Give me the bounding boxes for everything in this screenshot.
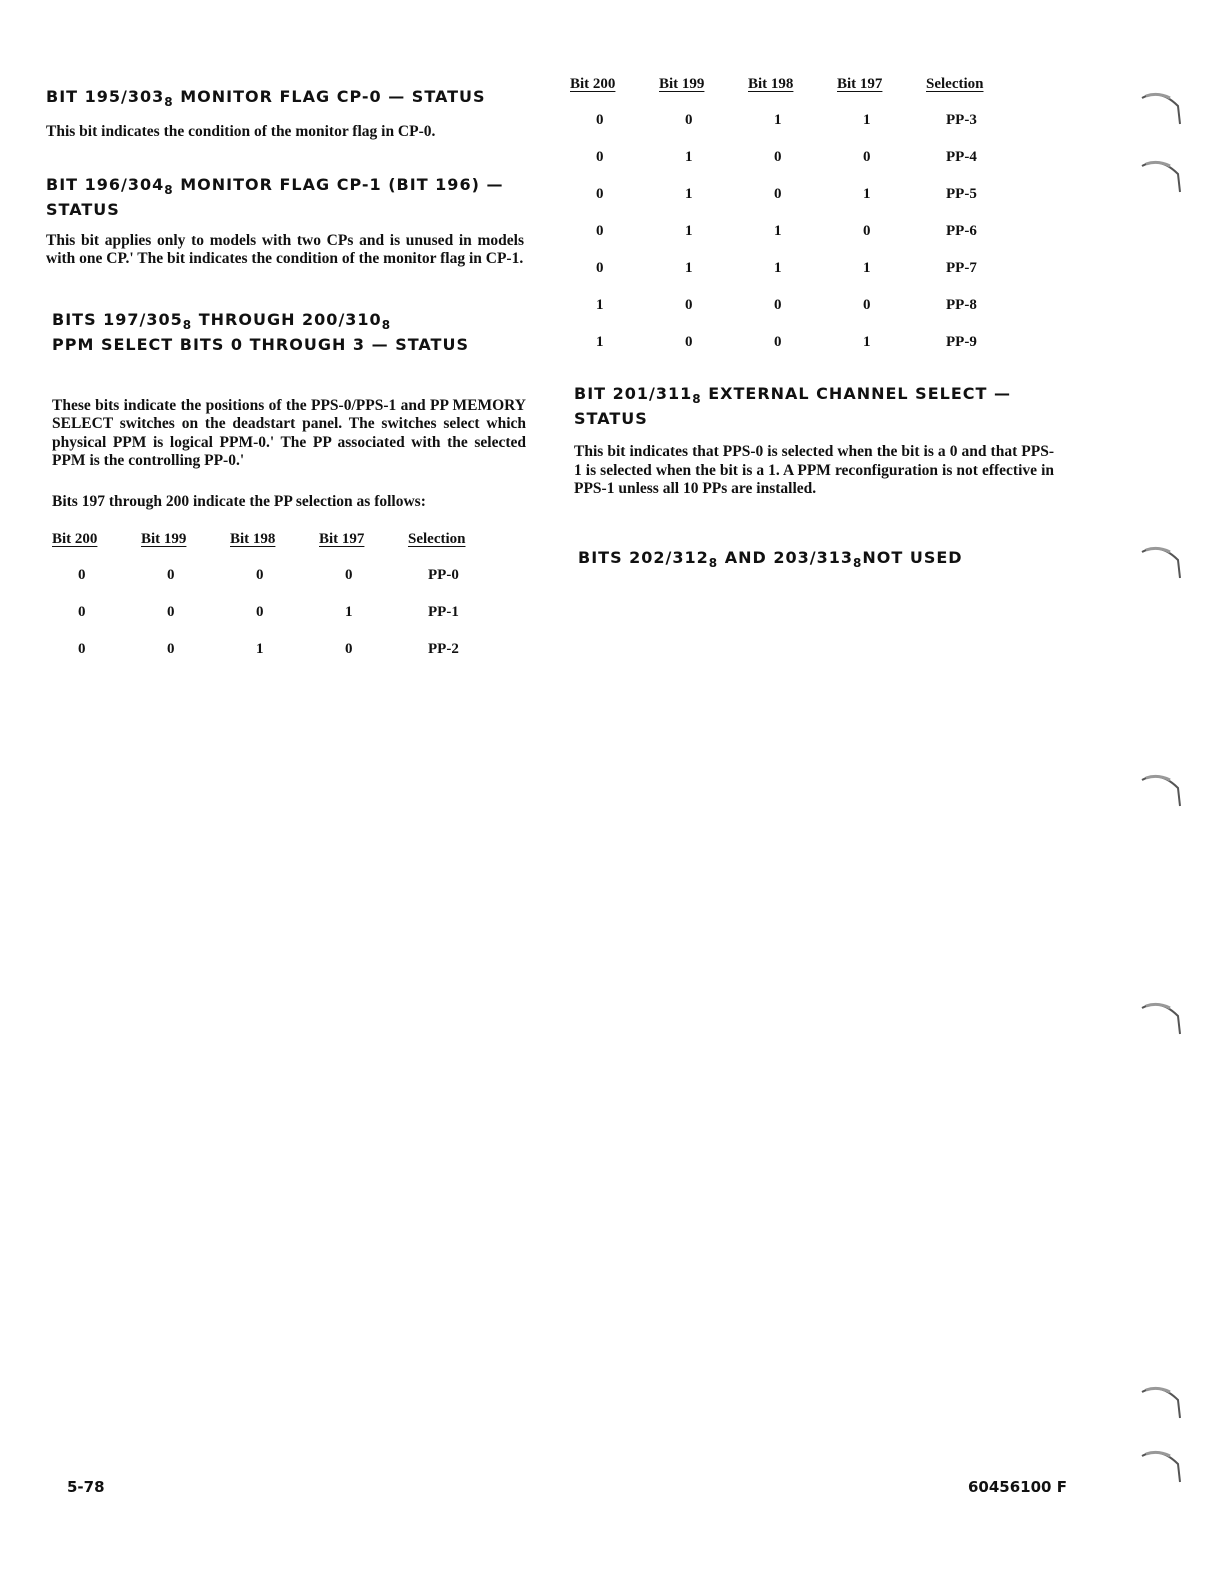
octal-subscript: 8 [692,392,702,406]
table-cell: 0 [863,149,871,165]
table-cell: 1 [685,223,693,239]
table-cell: 0 [167,567,175,583]
pp-selection-table-part-2 [570,76,984,371]
heading-text: BITS 197/305 [52,309,183,329]
table-row [570,186,984,223]
table-cell: 0 [774,186,782,202]
section-body-bit-195: This bit indicates the condition of the monitor flag in CP-0. [46,123,436,140]
col-header-selection: Selection [926,76,984,92]
col-header-bit-197: Bit 197 [837,76,883,92]
table-cell: PP-2 [428,641,459,657]
heading-text: AND 203/313 [718,547,853,567]
section-heading-bits-197-200 [52,307,528,357]
octal-subscript: 8 [164,182,174,197]
table-cell: PP-1 [428,604,459,620]
table-cell: PP-3 [946,112,977,128]
table-cell: PP-9 [946,334,977,350]
octal-subscript: 8 [708,555,719,570]
table-cell: 0 [596,186,604,202]
heading-text: BIT 195/303 [46,87,165,106]
col-header-bit-197: Bit 197 [319,531,365,547]
table-cell: 0 [78,604,86,620]
col-header-selection: Selection [408,531,466,547]
table-row [570,297,984,334]
octal-subscript: 8 [381,317,392,332]
section-body-bit-196: This bit applies only to models with two CPs and is unused in models with one CP.' The bit indicates the condition of the monitor flag in CP-1. [46,231,524,267]
col-header-bit-199: Bit 199 [141,531,187,547]
heading-text: THROUGH 200/310 [192,309,382,329]
table-row [52,567,466,604]
table-cell: 0 [774,297,782,313]
heading-text: EXTERNAL CHANNEL SELECT — STATUS [574,384,1011,428]
table-cell: 0 [863,223,871,239]
left-column [46,80,528,678]
table-cell: 1 [685,149,693,165]
table-cell: 0 [167,641,175,657]
table-cell: PP-5 [946,186,977,202]
table-cell: 0 [596,223,604,239]
table-row [52,641,466,678]
punch-hole-icon [1140,1382,1182,1422]
document-number: 60456100 F [968,1478,1067,1496]
octal-subscript: 8 [853,555,863,570]
page-number: 5-78 [67,1478,105,1496]
section-heading-bit-195 [46,84,528,109]
table-cell: 0 [774,149,782,165]
table-cell: 0 [345,567,353,583]
punch-hole-icon [1140,1446,1182,1486]
table-cell: 0 [685,334,693,350]
table-cell: 0 [78,641,86,657]
heading-text: BIT 201/311 [574,384,693,403]
punch-hole-icon [1140,770,1182,810]
heading-text: NOT USED [862,547,963,567]
table-cell: 0 [596,149,604,165]
table-row [570,149,984,186]
table-cell: 0 [256,567,264,583]
table-cell: 0 [774,334,782,350]
table-cell: 1 [863,186,871,202]
table-cell: 1 [863,112,871,128]
octal-subscript: 8 [164,95,174,109]
table-cell: PP-0 [428,567,459,583]
table-header-row [570,76,984,112]
col-header-bit-200: Bit 200 [570,76,616,92]
table-cell: 0 [596,260,604,276]
table-cell: 1 [256,641,264,657]
octal-subscript: 8 [182,317,193,332]
heading-text: MONITOR FLAG CP-0 — STATUS [173,87,486,106]
punch-hole-icon [1140,542,1182,582]
table-cell: PP-8 [946,297,977,313]
table-cell: 0 [167,604,175,620]
table-row [570,334,984,371]
table-cell: 1 [863,334,871,350]
heading-text: BITS 202/312 [578,547,709,567]
table-cell: PP-6 [946,223,977,239]
table-cell: 0 [78,567,86,583]
pp-selection-table-part-1 [52,531,466,678]
table-row [570,260,984,297]
punch-hole-icon [1140,156,1182,196]
section-heading-bit-201 [574,381,1044,431]
section-heading-bit-196 [46,172,516,222]
table-cell: 1 [596,297,604,313]
section-heading-bits-202-203 [578,545,1060,570]
table-cell: 0 [596,112,604,128]
table-cell: 1 [774,260,782,276]
section-body-bit-201: This bit indicates that PPS-0 is selected when the bit is a 0 and that PPS-1 is selected when the bit is a 1. A PPM reconfiguration is not effective in PPS-1 unless all 10 PPs are installed. [574,443,1054,497]
table-cell: 1 [685,260,693,276]
table-cell: 1 [345,604,353,620]
table-cell: 0 [345,641,353,657]
table-header-row [52,531,466,567]
right-column [570,76,1060,570]
table-row [570,223,984,260]
punch-hole-icon [1140,88,1182,128]
table-cell: 0 [256,604,264,620]
table-cell: 1 [863,260,871,276]
table-cell: 1 [774,223,782,239]
table-cell: 0 [863,297,871,313]
punch-hole-icon [1140,998,1182,1038]
col-header-bit-198: Bit 198 [230,531,276,547]
col-header-bit-200: Bit 200 [52,531,98,547]
col-header-bit-199: Bit 199 [659,76,705,92]
table-cell: 0 [685,297,693,313]
table-cell: 0 [685,112,693,128]
table-row [570,112,984,149]
heading-text: PPM SELECT BITS 0 THROUGH 3 — STATUS [52,334,469,354]
table-intro: Bits 197 through 200 indicate the PP selection as follows: [52,492,426,510]
section-body-bits-197-200: These bits indicate the positions of the PPS-0/PPS-1 and PP MEMORY SELECT switches on the deadstart panel. The switches select which physical PPM is logical PPM-0.' The PP associated with the selected PPM is the controlling PP-0.' [52,396,526,469]
table-cell: 1 [685,186,693,202]
table-cell: PP-4 [946,149,977,165]
table-cell: PP-7 [946,260,977,276]
heading-text: MONITOR FLAG CP-1 (BIT 196) — STATUS [46,174,504,219]
table-cell: 1 [774,112,782,128]
heading-text: BIT 196/304 [46,174,165,194]
table-row [52,604,466,641]
table-cell: 1 [596,334,604,350]
col-header-bit-198: Bit 198 [748,76,794,92]
